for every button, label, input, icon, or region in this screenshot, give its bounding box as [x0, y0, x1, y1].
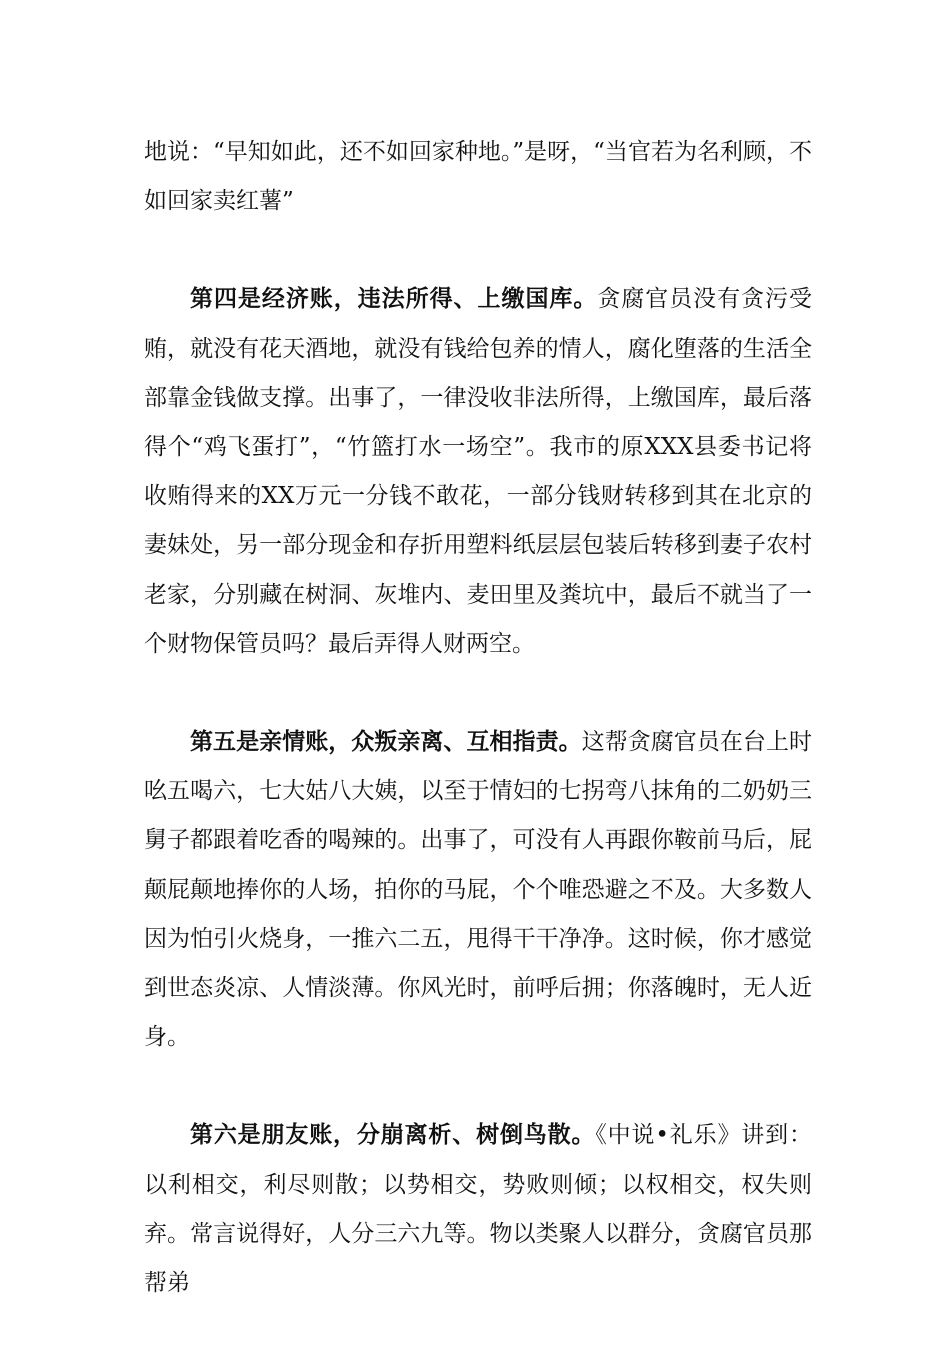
paragraph-text: 这帮贪腐官员在台上时吆五喝六，七大姑八大姨，以至于情妇的七拐弯八抹角的二奶奶三舅子都跟着吃香的喝辣的。出事了，可没有人再跟你鞍前马后，屁颠屁颠地捧你的人场，拍你的马屁，个个唯恐避之不及。大多数人因为怕引火烧身，一推六二五，甩得干干净净。这时候，你才感觉到世态炎凉、人情淡薄。你风光时，前呼后拥；你落魄时，无人近身。 [144, 729, 813, 1051]
paragraph-text: 贪腐官员没有贪污受贿，就没有花天酒地，就没有钱给包养的情人，腐化堕落的生活全部靠金钱做支撑。出事了，一律没收非法所得，上缴国库，最后落得个“鸡飞蛋打”，“竹篮打水一场空”。我市的原XXX县委书记将收贿得来的XX万元一分钱不敢花，一部分钱财转移到其在北京的妻妹处，另一部分现金和存折用塑料纸层层包装后转移到妻子农村老家，分别藏在树洞、灰堆内、麦田里及粪坑中，最后不就当了一个财物保管员吗？最后弄得人财两空。 [144, 286, 813, 657]
paragraph-text: 《中说•礼乐》讲到：以利相交，利尽则散；以势相交，势败则倾；以权相交，权失则弃。常言说得好，人分三六九等。物以类聚人以群分，贪腐官员那帮弟 [144, 1122, 812, 1297]
paragraph-continuation [144, 128, 812, 226]
paragraph-family-account [144, 718, 812, 1062]
paragraph-friendship-account [144, 1111, 812, 1308]
document-body [144, 128, 812, 1357]
paragraph-heading: 第五是亲情账，众叛亲离、互相指责。 [190, 729, 582, 756]
paragraph-heading: 第六是朋友账，分崩离析、树倒鸟散。 [190, 1122, 596, 1149]
paragraph-economic-account [144, 275, 812, 669]
paragraph-heading: 第四是经济账，违法所得、上缴国库。 [190, 286, 598, 313]
paragraph-text: 地说：“早知如此，还不如回家种地。”是呀，“当官若为名利顾，不如回家卖红薯” [144, 139, 812, 215]
